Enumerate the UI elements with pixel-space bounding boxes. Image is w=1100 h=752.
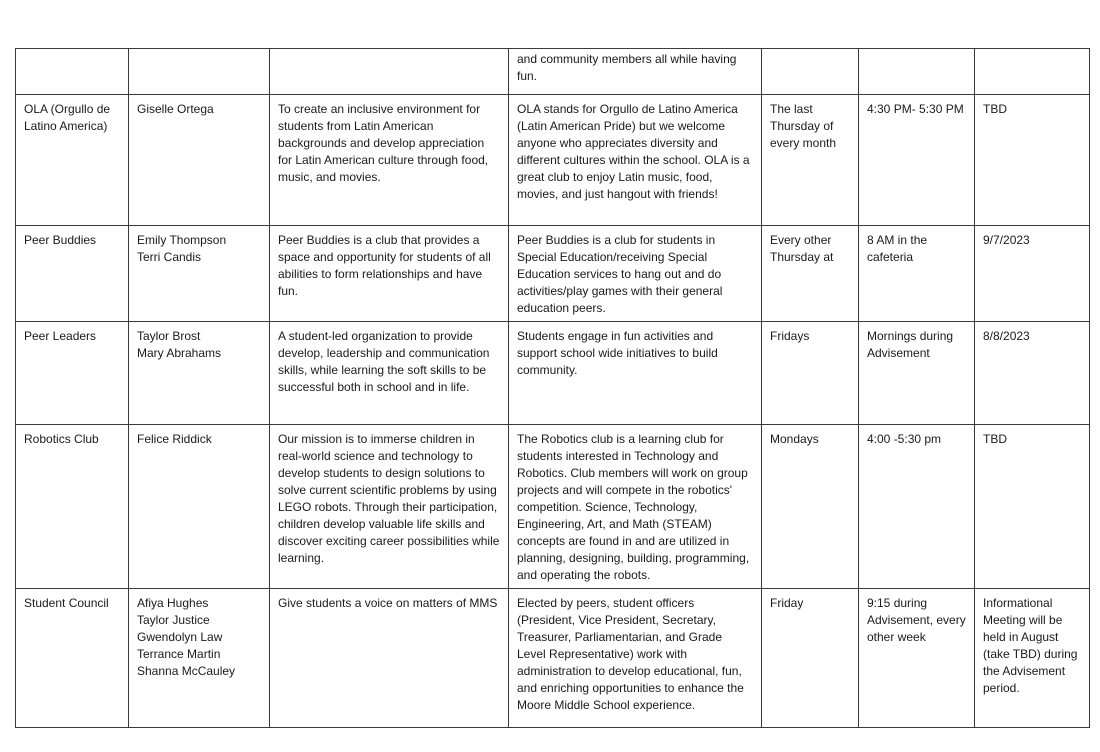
start-date-cell: 9/7/2023 [975, 226, 1090, 322]
table-row [16, 425, 1090, 589]
start-date-cell: Informational Meeting will be held in August (take TBD) during the Advisement period. [975, 589, 1090, 728]
club-name-cell [16, 49, 129, 95]
description-cell: Peer Buddies is a club for students in Special Education/receiving Special Education services to hang out and do activities/play games with their general education peers. [509, 226, 762, 322]
meeting-day-cell [762, 49, 859, 95]
mission-cell: Give students a voice on matters of MMS [270, 589, 509, 728]
mission-cell: Peer Buddies is a club that provides a space and opportunity for students of all abilities to form relationships and have fun. [270, 226, 509, 322]
club-name-cell: Peer Buddies [16, 226, 129, 322]
meeting-time-cell: 8 AM in the cafeteria [859, 226, 975, 322]
meeting-day-cell: Fridays [762, 322, 859, 425]
mission-cell: Our mission is to immerse children in real-world science and technology to develop students to design solutions to solve current scientific problems by using LEGO robots. Through their participation, children develop valuable life skills and discover exciting career possibilities while learning. [270, 425, 509, 589]
start-date-cell [975, 49, 1090, 95]
description-cell: Students engage in fun activities and support school wide initiatives to build community. [509, 322, 762, 425]
meeting-time-cell: 4:00 -5:30 pm [859, 425, 975, 589]
sponsors-cell: Emily Thompson Terri Candis [129, 226, 270, 322]
table-row [16, 322, 1090, 425]
meeting-time-cell: 9:15 during Advisement, every other week [859, 589, 975, 728]
start-date-cell: 8/8/2023 [975, 322, 1090, 425]
mission-cell: To create an inclusive environment for students from Latin American backgrounds and develop appreciation for Latin American culture through food, music, and movies. [270, 95, 509, 226]
table-row [16, 49, 1090, 95]
club-name-cell: Robotics Club [16, 425, 129, 589]
meeting-time-cell [859, 49, 975, 95]
meeting-time-cell: 4:30 PM- 5:30 PM [859, 95, 975, 226]
mission-cell: A student-led organization to provide develop, leadership and communication skills, while learning the soft skills to be successful both in school and in life. [270, 322, 509, 425]
meeting-day-cell: Every other Thursday at [762, 226, 859, 322]
meeting-time-cell: Mornings during Advisement [859, 322, 975, 425]
meeting-day-cell: The last Thursday of every month [762, 95, 859, 226]
meeting-day-cell: Mondays [762, 425, 859, 589]
sponsors-cell: Taylor Brost Mary Abrahams [129, 322, 270, 425]
clubs-table [15, 48, 1090, 728]
club-name-cell: Peer Leaders [16, 322, 129, 425]
table-row [16, 95, 1090, 226]
meeting-day-cell: Friday [762, 589, 859, 728]
start-date-cell: TBD [975, 425, 1090, 589]
sponsors-cell [129, 49, 270, 95]
description-cell: Elected by peers, student officers (President, Vice President, Secretary, Treasurer, Parliamentarian, and Grade Level Representative) work with administration to develop educational, fun, and enriching opportunities to enhance the Moore Middle School experience. [509, 589, 762, 728]
table-row [16, 226, 1090, 322]
description-cell: OLA stands for Orgullo de Latino America (Latin American Pride) but we welcome anyone who appreciates diversity and different cultures within the school. OLA is a great club to enjoy Latin music, food, movies, and just hangout with friends! [509, 95, 762, 226]
description-cell: and community members all while having fun. [509, 49, 762, 95]
sponsors-cell: Afiya Hughes Taylor Justice Gwendolyn Law Terrance Martin Shanna McCauley [129, 589, 270, 728]
sponsors-cell: Felice Riddick [129, 425, 270, 589]
start-date-cell: TBD [975, 95, 1090, 226]
club-name-cell: Student Council [16, 589, 129, 728]
description-cell: The Robotics club is a learning club for students interested in Technology and Robotics. Club members will work on group projects and will compete in the robotics' competition. Science, Technology, Engineering, Art, and Math (STEAM) concepts are found in and are utilized in planning, designing, building, programming, and operating the robots. [509, 425, 762, 589]
document-page [15, 48, 1089, 728]
mission-cell [270, 49, 509, 95]
sponsors-cell: Giselle Ortega [129, 95, 270, 226]
table-row [16, 589, 1090, 728]
club-name-cell: OLA (Orgullo de Latino America) [16, 95, 129, 226]
